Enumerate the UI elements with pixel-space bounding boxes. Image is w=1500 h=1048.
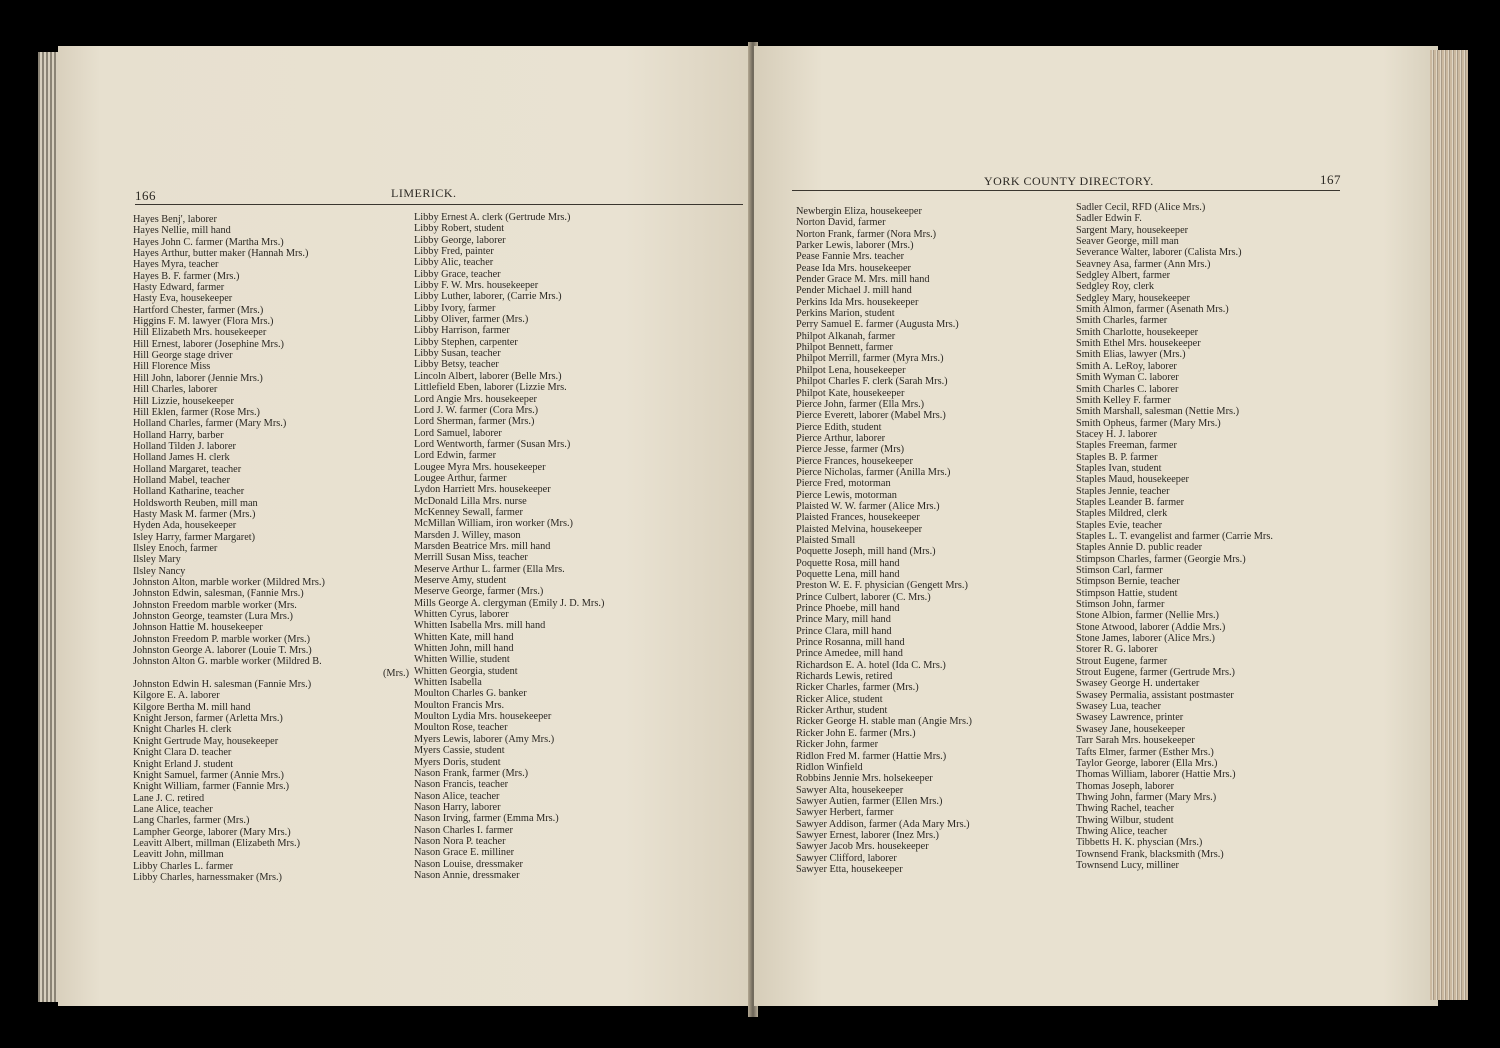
directory-entry: Staples Ivan, student xyxy=(1076,462,1162,474)
directory-entry: Meserve George, farmer (Mrs.) xyxy=(414,586,544,598)
directory-entry: Robbins Jennie Mrs. holsekeeper xyxy=(796,773,933,785)
directory-entry: Lydon Harriett Mrs. housekeeper xyxy=(414,484,551,496)
directory-entry: (Mrs.) xyxy=(383,667,410,679)
directory-entry: Leavitt John, millman xyxy=(133,849,224,861)
directory-entry: Hill George stage driver xyxy=(133,350,233,362)
directory-entry: Marsden Beatrice Mrs. mill hand xyxy=(414,540,551,552)
directory-entry: Whitten Willie, student xyxy=(414,654,510,666)
directory-entry: Knight Samuel, farmer (Annie Mrs.) xyxy=(133,769,284,781)
directory-entry: Philpot Merrill, farmer (Myra Mrs.) xyxy=(796,353,944,365)
header-rule xyxy=(792,190,1340,191)
directory-entry: Holland Margaret, teacher xyxy=(133,463,242,475)
directory-entry: Whitten Georgia, student xyxy=(414,665,518,677)
left-column-1 xyxy=(133,214,409,883)
directory-entry: Richards Lewis, retired xyxy=(796,671,893,683)
directory-entry: Ricker Alice, student xyxy=(796,693,883,705)
directory-entry: Merrill Susan Miss, teacher xyxy=(414,552,528,564)
directory-entry: Hayes Nellie, mill hand xyxy=(133,225,231,237)
directory-entry: Pender Michael J. mill hand xyxy=(796,285,912,297)
directory-entry: Whitten Cyrus, laborer xyxy=(414,609,509,621)
directory-entry: Lane J. C. retired xyxy=(133,792,205,804)
directory-entry: Johnston Alton G. marble worker (Mildred B. xyxy=(133,656,322,668)
directory-entry: Moulton Francis Mrs. xyxy=(414,699,505,711)
directory-entry: Libby Alic, teacher xyxy=(414,257,494,269)
directory-entry: Johnston Freedom marble worker (Mrs. xyxy=(133,599,297,611)
directory-entry: Mills George A. clergyman (Emily J. D. Mrs.) xyxy=(414,597,605,609)
directory-entry: Hyden Ada, housekeeper xyxy=(133,520,237,532)
directory-entry: Ricker Arthur, student xyxy=(796,705,888,717)
directory-entry: Marsden J. Willey, mason xyxy=(414,529,521,541)
directory-entry: Smith Charles C. laborer xyxy=(1076,383,1179,395)
directory-entry: Ricker John, farmer xyxy=(796,739,879,751)
directory-entry: Hasty Eva, housekeeper xyxy=(133,293,233,305)
right-page-edges xyxy=(1430,50,1468,1000)
directory-entry: Swasey Lua, teacher xyxy=(1076,701,1161,713)
directory-entry: Hayes Myra, teacher xyxy=(133,259,219,271)
directory-entry: Hasty Edward, farmer xyxy=(133,282,225,294)
directory-entry: Sadler Edwin F. xyxy=(1076,213,1142,225)
directory-entry: Libby F. W. Mrs. housekeeper xyxy=(414,280,539,292)
directory-entry: Smith Charles, farmer xyxy=(1076,315,1168,327)
directory-entry: Sawyer Alta, housekeeper xyxy=(796,784,904,796)
directory-entry: Pierce Edith, student xyxy=(796,421,882,433)
directory-entry: Sawyer Addison, farmer (Ada Mary Mrs.) xyxy=(796,818,970,830)
directory-entry: Knight Erland J. student xyxy=(133,758,234,770)
directory-entry: Plaisted W. W. farmer (Alice Mrs.) xyxy=(796,500,940,512)
directory-entry: Libby Charles, harnessmaker (Mrs.) xyxy=(133,871,282,883)
directory-entry: Hill John, laborer (Jennie Mrs.) xyxy=(133,372,263,384)
directory-entry: Thomas William, laborer (Hattie Mrs.) xyxy=(1076,769,1236,781)
directory-entry: Storer R. G. laborer xyxy=(1076,644,1158,656)
directory-entry: Hayes John C. farmer (Martha Mrs.) xyxy=(133,236,284,248)
directory-entry: Nason Nora P. teacher xyxy=(414,835,506,847)
directory-entry: Staples Maud, housekeeper xyxy=(1076,474,1189,486)
directory-entry: Smith Kelley F. farmer xyxy=(1076,394,1171,406)
directory-entry: Whitten Kate, mill hand xyxy=(414,631,514,643)
directory-entry: Stimpson Hattie, student xyxy=(1076,587,1178,599)
directory-entry: Higgins F. M. lawyer (Flora Mrs.) xyxy=(133,316,274,328)
directory-entry: Plaisted Frances, housekeeper xyxy=(796,512,920,524)
directory-entry: Stimson Carl, farmer xyxy=(1076,565,1163,576)
directory-entry: Libby Robert, student xyxy=(414,223,505,235)
directory-entry: Libby Fred, painter xyxy=(414,246,494,258)
directory-entry: Libby Ivory, farmer xyxy=(414,302,496,314)
directory-entry: Stacey H. J. laborer xyxy=(1076,428,1157,440)
directory-entry: Sedgley Mary, housekeeper xyxy=(1076,292,1190,304)
directory-entry: Pierce Fred, motorman xyxy=(796,478,891,490)
directory-entry: Whitten Isabella Mrs. mill hand xyxy=(414,620,546,632)
directory-entry: Poquette Rosa, mill hand xyxy=(796,557,900,569)
directory-entry: Seavney Asa, farmer (Ann Mrs.) xyxy=(1076,258,1211,270)
directory-entry: Stone Atwood, laborer (Addie Mrs.) xyxy=(1076,621,1226,633)
directory-entry: Lord Edwin, farmer xyxy=(414,450,497,462)
directory-entry: Libby Susan, teacher xyxy=(414,348,501,360)
directory-entry: Prince Mary, mill hand xyxy=(796,614,891,626)
directory-entry: Ricker John E. farmer (Mrs.) xyxy=(796,727,916,739)
directory-entry: Sedgley Roy, clerk xyxy=(1076,281,1154,293)
directory-entry: Knight Clara D. teacher xyxy=(133,747,232,759)
directory-entry: Ridlon Fred M. farmer (Hattie Mrs.) xyxy=(796,750,947,762)
directory-entry: Prince Phoebe, mill hand xyxy=(796,603,900,615)
directory-entry: McMillan William, iron worker (Mrs.) xyxy=(414,518,573,530)
directory-entry: Philpot Bennett, farmer xyxy=(796,342,893,354)
directory-entry: Lampher George, laborer (Mary Mrs.) xyxy=(133,826,291,838)
directory-entry: Kilgore E. A. laborer xyxy=(133,690,220,702)
directory-entry: Staples L. T. evangelist and farmer (Carrie Mrs. xyxy=(1076,530,1273,542)
directory-entry: Tarr Sarah Mrs. housekeeper xyxy=(1076,735,1195,747)
directory-entry: Meserve Amy, student xyxy=(414,575,507,586)
directory-entry: Sawyer Clifford, laborer xyxy=(796,852,897,864)
directory-entry: Stone Albion, farmer (Nellie Mrs.) xyxy=(1076,610,1219,622)
directory-entry: Libby Charles L. farmer xyxy=(133,860,234,872)
right-column-1 xyxy=(796,206,972,875)
open-book xyxy=(38,42,1468,1017)
directory-entry: Philpot Charles F. clerk (Sarah Mrs.) xyxy=(796,376,948,388)
directory-entry: Hill Ernest, laborer (Josephine Mrs.) xyxy=(133,338,284,350)
page-number: 166 xyxy=(135,188,156,203)
directory-entry: Norton Frank, farmer (Nora Mrs.) xyxy=(796,228,937,240)
directory-entry: Thomas Joseph, laborer xyxy=(1076,780,1175,792)
directory-entry: Hasty Mask M. farmer (Mrs.) xyxy=(133,508,256,520)
directory-entry: Smith Wyman C. laborer xyxy=(1076,372,1179,384)
directory-entry: Thwing Alice, teacher xyxy=(1076,825,1168,837)
directory-entry: Lord Wentworth, farmer (Susan Mrs.) xyxy=(414,438,571,450)
directory-entry: Hartford Chester, farmer (Mrs.) xyxy=(133,304,264,316)
directory-entry: Taylor George, laborer (Ella Mrs.) xyxy=(1076,757,1218,769)
directory-entry: Lord J. W. farmer (Cora Mrs.) xyxy=(414,404,539,416)
directory-entry: Libby Oliver, farmer (Mrs.) xyxy=(414,314,529,326)
directory-entry: Libby Grace, teacher xyxy=(414,268,501,280)
directory-entry: Johnson Hattie M. housekeeper xyxy=(133,622,263,634)
directory-entry: Lord Angie Mrs. housekeeper xyxy=(414,393,537,405)
directory-entry: Norton David, farmer xyxy=(796,217,886,229)
directory-entry: Smith Charlotte, housekeeper xyxy=(1076,326,1199,338)
directory-entry: Hayes Arthur, butter maker (Hannah Mrs.) xyxy=(133,248,309,260)
directory-entry: Townsend Lucy, milliner xyxy=(1076,859,1179,871)
directory-entry: Lincoln Albert, laborer (Belle Mrs.) xyxy=(414,370,562,382)
directory-entry: Seaver George, mill man xyxy=(1076,236,1179,248)
directory-entry: Lougee Myra Mrs. housekeeper xyxy=(414,461,546,473)
directory-entry: Pierce Jesse, farmer (Mrs) xyxy=(796,444,905,456)
running-head: LIMERICK. xyxy=(391,186,457,200)
directory-entry: Thwing John, farmer (Mary Mrs.) xyxy=(1076,791,1217,803)
directory-entry: Pease Fannie Mrs. teacher xyxy=(796,251,905,263)
directory-entry: Holdsworth Reuben, mill man xyxy=(133,497,258,509)
directory-entry: Poquette Joseph, mill hand (Mrs.) xyxy=(796,546,936,558)
directory-entry: Pierce Frances, housekeeper xyxy=(796,455,913,467)
directory-entry: Hill Lizzie, housekeeper xyxy=(133,395,234,407)
directory-entry: Holland Mabel, teacher xyxy=(133,474,230,486)
directory-entry: Plaisted Small xyxy=(796,534,856,546)
directory-entry: Pierce Arthur, laborer xyxy=(796,432,886,444)
directory-entry: Libby Ernest A. clerk (Gertrude Mrs.) xyxy=(414,212,571,223)
directory-entry: Sargent Mary, housekeeper xyxy=(1076,224,1189,236)
directory-entry: Staples Evie, teacher xyxy=(1076,519,1163,531)
directory-entry: Parker Lewis, laborer (Mrs.) xyxy=(796,240,914,252)
directory-entry: Prince Culbert, laborer (C. Mrs.) xyxy=(796,591,931,603)
directory-entry: Stimson John, farmer xyxy=(1076,599,1165,611)
directory-entry: Whitten John, mill hand xyxy=(414,643,514,655)
directory-entry: Swasey Lawrence, printer xyxy=(1076,712,1184,724)
directory-entry: Johnston Edwin, salesman, (Fannie Mrs.) xyxy=(133,588,304,600)
directory-entry: Staples Freeman, farmer xyxy=(1076,440,1177,452)
directory-entry: Ilsley Nancy xyxy=(133,565,186,577)
directory-entry: Sawyer Ernest, laborer (Inez Mrs.) xyxy=(796,829,939,841)
directory-entry: Smith Ethel Mrs. housekeeper xyxy=(1076,338,1201,350)
directory-entry: Pierce Nicholas, farmer (Anilla Mrs.) xyxy=(796,466,951,478)
directory-entry: Philpot Kate, housekeeper xyxy=(796,387,905,399)
directory-entry: Libby George, laborer xyxy=(414,234,506,246)
directory-entry: Nason Francis, teacher xyxy=(414,779,509,791)
directory-entry: Perry Samuel E. farmer (Augusta Mrs.) xyxy=(796,319,959,331)
directory-entry: Johnston Alton, marble worker (Mildred Mrs.) xyxy=(133,577,325,588)
directory-entry: Staples Annie D. public reader xyxy=(1076,542,1203,554)
directory-entry: Sawyer Autien, farmer (Ellen Mrs.) xyxy=(796,795,943,807)
directory-entry: Smith A. LeRoy, laborer xyxy=(1076,360,1177,372)
directory-entry: Prince Amedee, mill hand xyxy=(796,648,903,660)
directory-entry: Lane Alice, teacher xyxy=(133,803,213,815)
directory-entry: Lang Charles, farmer (Mrs.) xyxy=(133,815,250,827)
directory-entry: Meserve Arthur L. farmer (Ella Mrs. xyxy=(414,563,565,575)
directory-entry: Nason Frank, farmer (Mrs.) xyxy=(414,767,529,779)
directory-entry: Libby Betsy, teacher xyxy=(414,359,499,371)
directory-entry: Pierce Lewis, motorman xyxy=(796,489,897,501)
directory-entry: Hill Eklen, farmer (Rose Mrs.) xyxy=(133,406,260,418)
directory-entry: Ilsley Enoch, farmer xyxy=(133,542,218,554)
directory-entry: Staples B. P. farmer xyxy=(1076,451,1158,463)
directory-entry: Knight Jerson, farmer (Arletta Mrs.) xyxy=(133,713,283,725)
directory-entry: Kilgore Bertha M. mill hand xyxy=(133,701,251,713)
directory-entry: Libby Stephen, carpenter xyxy=(414,336,518,348)
left-page xyxy=(58,46,766,1006)
directory-entry: Knight Gertrude May, housekeeper xyxy=(133,735,279,747)
directory-entry: Swasey Jane, housekeeper xyxy=(1076,723,1185,735)
directory-entry: Strout Eugene, farmer (Gertrude Mrs.) xyxy=(1076,667,1235,679)
page-number: 167 xyxy=(1320,172,1341,187)
directory-entry: Hill Elizabeth Mrs. housekeeper xyxy=(133,327,267,339)
directory-entry: Hayes Benj', laborer xyxy=(133,214,217,225)
directory-entry: Thwing Rachel, teacher xyxy=(1076,803,1175,815)
directory-entry: Poquette Lena, mill hand xyxy=(796,569,900,580)
directory-entry: Nason Louise, dressmaker xyxy=(414,858,523,870)
directory-entry: Knight Charles H. clerk xyxy=(133,724,232,736)
directory-entry: Staples Leander B. farmer xyxy=(1076,496,1185,508)
directory-entry: Sawyer Jacob Mrs. housekeeper xyxy=(796,841,929,853)
directory-entry: Nason Harry, laborer xyxy=(414,801,501,813)
directory-entry: Libby Harrison, farmer xyxy=(414,325,510,337)
directory-entry: Swasey George H. undertaker xyxy=(1076,678,1200,690)
directory-entry: Perkins Marion, student xyxy=(796,308,895,320)
directory-entry: Nason Irving, farmer (Emma Mrs.) xyxy=(414,813,559,825)
directory-entry: Hill Charles, laborer xyxy=(133,384,218,396)
directory-entry: Holland Katharine, teacher xyxy=(133,486,245,498)
directory-entry: Nason Charles I. farmer xyxy=(414,824,513,836)
right-column-2 xyxy=(1076,202,1273,871)
directory-entry: Ricker Charles, farmer (Mrs.) xyxy=(796,682,919,694)
directory-entry: Lord Sherman, farmer (Mrs.) xyxy=(414,416,535,428)
directory-entry: Holland James H. clerk xyxy=(133,452,230,464)
directory-entry: Stimpson Bernie, teacher xyxy=(1076,576,1180,588)
directory-entry: Leavitt Albert, millman (Elizabeth Mrs.) xyxy=(133,837,300,849)
directory-entry: Myers Doris, student xyxy=(414,756,501,768)
directory-entry: Prince Rosanna, mill hand xyxy=(796,637,905,649)
directory-entry: Sawyer Herbert, farmer xyxy=(796,807,894,819)
directory-entry: Myers Lewis, laborer (Amy Mrs.) xyxy=(414,733,555,745)
directory-entry: Moulton Charles G. banker xyxy=(414,688,527,700)
directory-entry: Moulton Rose, teacher xyxy=(414,722,508,734)
directory-entry: Smith Marshall, salesman (Nettie Mrs.) xyxy=(1076,406,1240,418)
directory-entry: Holland Tilden J. laborer xyxy=(133,440,236,452)
directory-entry: Sawyer Etta, housekeeper xyxy=(796,863,903,875)
directory-entry: Swasey Permalia, assistant postmaster xyxy=(1076,689,1234,701)
directory-entry: McDonald Lilla Mrs. nurse xyxy=(414,495,527,507)
directory-entry: Hill Florence Miss xyxy=(133,361,211,373)
directory-entry: Ridlon Winfield xyxy=(796,761,863,773)
directory-entry: Holland Harry, barber xyxy=(133,429,224,441)
directory-entry: Newbergin Eliza, housekeeper xyxy=(796,206,922,217)
directory-entry: Sadler Cecil, RFD (Alice Mrs.) xyxy=(1076,202,1206,213)
directory-entry: Moulton Lydia Mrs. housekeeper xyxy=(414,711,552,723)
right-page xyxy=(754,46,1438,1006)
directory-entry: Lord Samuel, laborer xyxy=(414,427,502,439)
directory-entry: Nason Annie, dressmaker xyxy=(414,869,520,881)
directory-entry: Johnston Edwin H. salesman (Fannie Mrs.) xyxy=(133,679,312,691)
directory-entry: Smith Almon, farmer (Asenath Mrs.) xyxy=(1076,304,1229,316)
directory-entry: Strout Eugene, farmer xyxy=(1076,655,1168,667)
directory-entry: Richardson E. A. hotel (Ida C. Mrs.) xyxy=(796,659,946,671)
header-rule xyxy=(135,204,743,205)
directory-entry: Myers Cassie, student xyxy=(414,745,505,757)
directory-entry: Philpot Alkanah, farmer xyxy=(796,330,896,342)
directory-entry: Thwing Wilbur, student xyxy=(1076,814,1174,826)
directory-entry: Nason Alice, teacher xyxy=(414,790,500,802)
directory-entry: Lougee Arthur, farmer xyxy=(414,472,507,484)
directory-entry: Plaisted Melvina, housekeeper xyxy=(796,523,923,535)
directory-entry: Tafts Elmer, farmer (Esther Mrs.) xyxy=(1076,746,1214,758)
directory-entry: Staples Jennie, teacher xyxy=(1076,485,1170,497)
directory-entry: Prince Clara, mill hand xyxy=(796,625,892,637)
directory-entry: Pierce Everett, laborer (Mabel Mrs.) xyxy=(796,410,946,422)
directory-entry: Staples Mildred, clerk xyxy=(1076,508,1168,520)
directory-entry: Whitten Isabella xyxy=(414,677,482,689)
directory-entry: Holland Charles, farmer (Mary Mrs.) xyxy=(133,418,287,430)
directory-entry: Perkins Ida Mrs. housekeeper xyxy=(796,296,919,308)
directory-entry: Nason Grace E. milliner xyxy=(414,847,515,859)
directory-entry: Townsend Frank, blacksmith (Mrs.) xyxy=(1076,848,1224,860)
directory-entry: Stimpson Charles, farmer (Georgie Mrs.) xyxy=(1076,553,1246,565)
directory-entry: Stone James, laborer (Alice Mrs.) xyxy=(1076,633,1215,645)
directory-entry: Knight William, farmer (Fannie Mrs.) xyxy=(133,781,290,793)
directory-entry: Pierce John, farmer (Ella Mrs.) xyxy=(796,398,925,410)
directory-entry: Smith Opheus, farmer (Mary Mrs.) xyxy=(1076,417,1221,429)
directory-entry: Pender Grace M. Mrs. mill hand xyxy=(796,274,930,286)
directory-entry: Philpot Lena, housekeeper xyxy=(796,364,906,376)
directory-entry: Sedgley Albert, farmer xyxy=(1076,270,1171,282)
running-head: YORK COUNTY DIRECTORY. xyxy=(984,174,1154,188)
directory-entry: Ilsley Mary xyxy=(133,554,181,566)
directory-entry: Pease Ida Mrs. housekeeper xyxy=(796,262,911,274)
directory-entry: Smith Elias, lawyer (Mrs.) xyxy=(1076,349,1186,361)
directory-entry: Isley Harry, farmer Margaret) xyxy=(133,531,256,543)
directory-entry: Tibbetts H. K. physcian (Mrs.) xyxy=(1076,837,1203,849)
left-column-2 xyxy=(414,212,604,881)
directory-entry: Johnston George A. laborer (Louie T. Mrs.) xyxy=(133,645,312,657)
directory-entry: Preston W. E. F. physician (Gengett Mrs.) xyxy=(796,580,968,592)
directory-entry: Johnston George, teamster (Lura Mrs.) xyxy=(133,611,293,623)
directory-entry: Littlefield Eben, laborer (Lizzie Mrs. xyxy=(414,382,567,394)
directory-entry: Severance Walter, laborer (Calista Mrs.) xyxy=(1076,247,1242,259)
directory-entry: Libby Luther, laborer, (Carrie Mrs.) xyxy=(414,291,562,303)
directory-entry: Ricker George H. stable man (Angie Mrs.) xyxy=(796,716,972,728)
directory-entry: Johnston Freedom P. marble worker (Mrs.) xyxy=(133,633,311,645)
directory-entry: McKenney Sewall, farmer xyxy=(414,506,523,518)
directory-entry: Hayes B. F. farmer (Mrs.) xyxy=(133,270,240,282)
